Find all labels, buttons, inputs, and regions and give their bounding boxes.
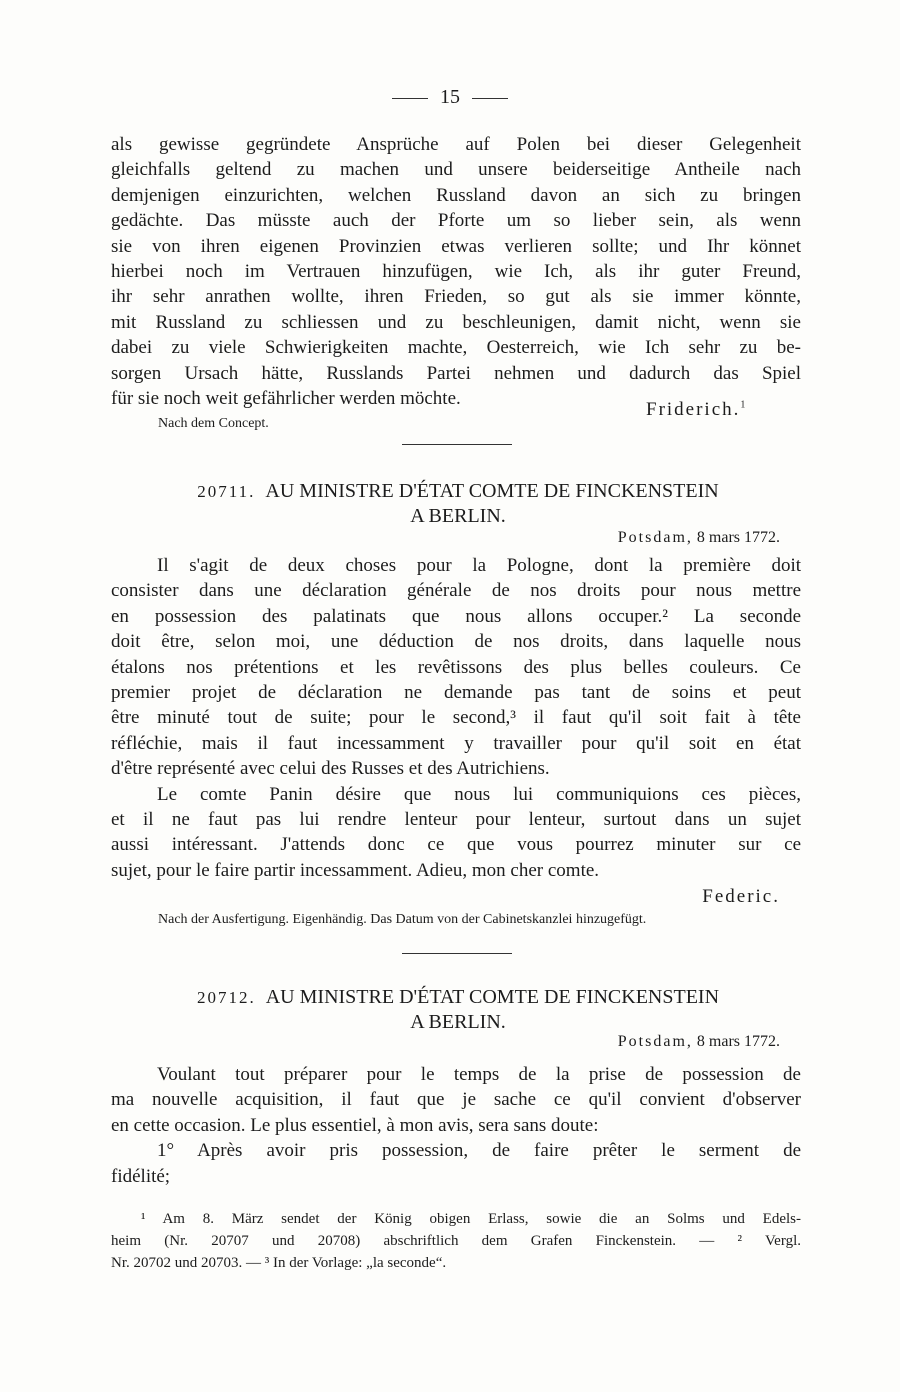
page-header: [0, 86, 900, 109]
text-line: demjenigen einzurichten, welchen Russland davon an sich zu bringen: [111, 184, 801, 206]
page-number: 15: [440, 86, 460, 108]
text-line: en possession des palatinats que nous allons occuper.² La seconde: [111, 605, 801, 627]
footnote-line: Nr. 20702 und 20703. — ³ In der Vorlage: „la seconde“.: [111, 1255, 447, 1271]
text-line: doit être, selon moi, une déduction de nos droits, dans laquelle nous: [111, 631, 801, 653]
text-line: gleichfalls geltend zu machen und unsere beiderseitige Antheile nach: [111, 159, 801, 181]
text-line: sujet, pour le faire partir incessamment. Adieu, mon cher comte.: [111, 859, 600, 881]
dateline-20712: [618, 1033, 780, 1051]
date-value: 8 mars 1772.: [696, 1033, 780, 1050]
section-divider: [402, 444, 512, 445]
date-place: Potsdam,: [617, 529, 693, 546]
text-line: aussi intéressant. J'attends donc ce que vous pourrez minuter sur ce: [111, 834, 801, 856]
text-line: 1° Après avoir pris possession, de faire prêter le serment de: [157, 1140, 801, 1162]
text-line: für sie noch weit gefährlicher werden möchte.: [111, 387, 461, 409]
header-dash-right: [472, 98, 508, 99]
section-divider: [402, 953, 512, 954]
dateline-20711: [618, 529, 780, 547]
letter-heading-20712: [130, 985, 786, 1035]
text-line: als gewisse gegründete Ansprüche auf Polen bei dieser Gelegenheit: [111, 134, 801, 155]
text-line: réfléchie, mais il faut incessamment y travailler pour qu'il soit en état: [111, 732, 801, 754]
text-line: fidélité;: [111, 1165, 171, 1187]
text-line: premier projet de déclaration ne demande pas tant de soins et peut: [111, 681, 801, 703]
text-line: mit Russland zu schliessen und zu beschleunigen, damit nicht, wenn sie: [111, 311, 801, 333]
footnote-line: ¹ Am 8. März sendet der König obigen Erlass, sowie die an Solms und Edels-: [141, 1211, 801, 1227]
signature-federic: Federic.: [702, 886, 780, 907]
footnote-line: heim (Nr. 20707 und 20708) abschriftlich dem Grafen Finckenstein. — ² Vergl.: [111, 1233, 801, 1249]
heading-line1: AU MINISTRE D'ÉTAT COMTE DE FINCKENSTEIN: [265, 986, 720, 1008]
text-line: dabei zu viele Schwierigkeiten machte, Oesterreich, wie Ich sehr zu be-: [111, 337, 801, 359]
text-line: d'être représenté avec celui des Russes et des Autrichiens.: [111, 758, 550, 780]
text-line: être minuté tout de suite; pour le second,³ il faut qu'il soit fait à tête: [111, 707, 801, 729]
text-line: Le comte Panin désire que nous lui communiquions ces pièces,: [157, 783, 801, 805]
signature-text: Friderich.: [646, 399, 741, 420]
heading-line1: AU MINISTRE D'ÉTAT COMTE DE FINCKENSTEIN: [265, 480, 719, 502]
text-line: ma nouvelle acquisition, il faut que je sache ce qu'il convient d'observer: [111, 1089, 801, 1111]
heading-line2: A BERLIN.: [410, 1011, 506, 1033]
text-line: sorgen Ursach hätte, Russlands Partei nehmen und dadurch das Spiel: [111, 362, 801, 384]
letter-number: 20712.: [196, 988, 256, 1007]
text-line: étalons nos prétentions et les revêtissons des plus belles couleurs. Ce: [111, 656, 801, 678]
date-place: Potsdam,: [617, 1033, 693, 1050]
footnotes: [111, 1208, 801, 1274]
text-line: gedächte. Das müsste auch der Pforte um so lieber sein, als wenn: [111, 210, 801, 232]
text-line: sie von ihren eigenen Provinzien etwas verlieren sollte; und Ihr könnet: [111, 235, 801, 257]
text-line: ihr sehr anrathen wollte, ihren Frieden, so gut als sie immer könnte,: [111, 286, 801, 308]
text-line: en cette occasion. Le plus essentiel, à mon avis, sera sans doute:: [111, 1114, 599, 1136]
letter-body-20712: [111, 1062, 801, 1189]
letter-number: 20711.: [197, 482, 256, 501]
date-value: 8 mars 1772.: [696, 529, 780, 546]
signature-friderich: [646, 399, 747, 421]
letter-continuation: [111, 132, 801, 411]
source-note: Nach dem Concept.: [158, 416, 269, 431]
header-dash-left: [392, 98, 428, 99]
text-line: hierbei noch im Vertrauen hinzufügen, wie Ich, als ihr guter Freund,: [111, 260, 801, 282]
text-line: Voulant tout préparer pour le temps de la prise de possession de: [157, 1064, 801, 1085]
heading-line2: A BERLIN.: [410, 505, 506, 527]
footnote-ref: 1: [740, 399, 748, 411]
text-line: Il s'agit de deux choses pour la Pologne, dont la première doit: [157, 555, 801, 576]
source-note: Nach der Ausfertigung. Eigenhändig. Das Datum von der Cabinetskanzlei hinzugefügt.: [158, 912, 647, 927]
letter-body-20711: [111, 553, 801, 883]
letter-heading-20711: [130, 479, 786, 529]
text-line: et il ne faut pas lui rendre lenteur pour lenteur, surtout dans un sujet: [111, 808, 801, 830]
text-line: consister dans une déclaration générale de nos droits pour nous mettre: [111, 580, 801, 602]
